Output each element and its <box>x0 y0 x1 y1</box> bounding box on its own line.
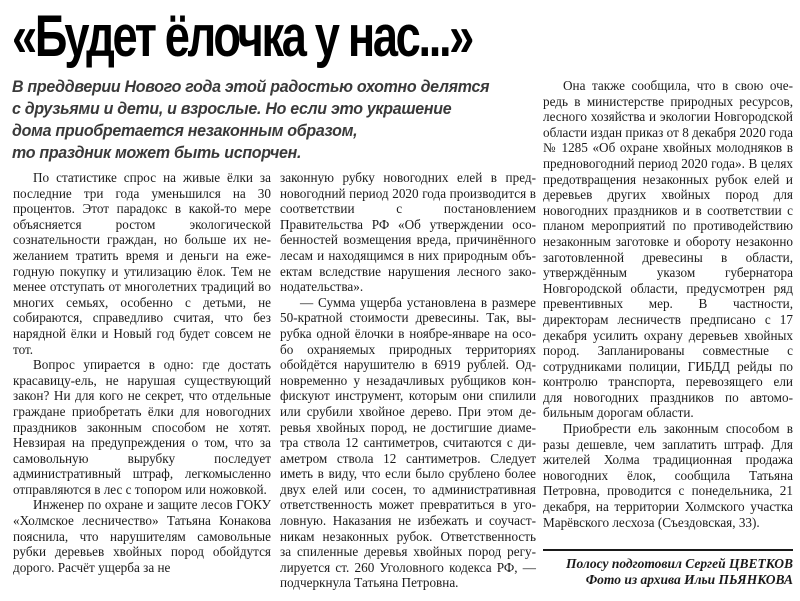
body-paragraph: Инженер по охране и защите лесов ГОКУ «Холмское лесничество» Татьяна Конакова пояснила, что нарушителям самовольные рубки деревьев хвойных пород обойдутся дорого. Расчёт ущерба за не <box>13 497 271 575</box>
column-3 <box>543 78 793 530</box>
lead-line: дома приобретается незаконным образом, <box>12 121 358 140</box>
lead-paragraph <box>12 76 532 164</box>
lead-line: то праздник может быть испорчен. <box>12 143 302 162</box>
column-1 <box>13 170 271 575</box>
body-paragraph: Она также сообщила, что в свою очередь в министерстве природных ресурсов, лесного хозяйства и экологии Новгородской области издан приказ от 8 декабря 2020 года № 1285 «Об охране хвойных молодняков в предновогодний период 2020 года». В целях предотвращения незаконных рубок елей и деревьев других хвойных пород для новогодних праздников и в соответствии с планом мероприятий по противодействию незаконным заготовке и обороту незаконно заготовленной древесины в области, утверждённым указом губернатора Новгородской области, предусмотрен ряд превентивных мер. В частности, директорам лесничеств предписано с 17 декабря усилить охрану деревьев хвойных пород. Запланированы совместные с сотрудниками полиции, ГИБДД рейды по контролю транспорта, перевозящего ели для новогодних праздников по автомобильным дорогам области. <box>543 78 793 421</box>
author-credit: Полосу подготовил Сергей ЦВЕТКОВ <box>565 556 793 571</box>
photo-credit: Фото из архива Ильи ПЬЯНКОВА <box>585 572 793 587</box>
lead-line: В преддверии Нового года этой радостью охотно делятся <box>12 77 490 96</box>
headline: «Будет ёлочка у нас...» <box>12 4 472 69</box>
body-paragraph: По статистике спрос на живые ёлки за последние три года уменьшился на 30 процентов. Этот парадокс в какой-то мере объясняется ростом экологической сознательности граждан, но больше их нежеланием тратить время и деньги на ежегодную покупку и утилизацию ёлок. Тем не менее отступать от многолетних традиций во многих семьях, особенно с детьми, не собираются, справедливо считая, что без нарядной ёлки и Новый год будет совсем не тот. <box>13 170 271 357</box>
body-paragraph: законную рубку новогодних елей в предновогодний период 2020 года производится в соответствии с постановлением Правительства РФ «Об утверждении особенностей возмещения вреда, причинённого лесам и находящимся в них природным объектам вследствие нарушения лесного законодательства». <box>280 170 536 295</box>
lead-line: с друзьями и дети, и взрослые. Но если это украшение <box>12 99 452 118</box>
body-paragraph: Вопрос упирается в одно: где достать красавицу-ель, не нарушая существующий закон? Ни для кого не секрет, что отдельные граждане приобретать ёлки для новогодних праздников законным способом не хотят. Невзирая на предупреждения о том, что за самовольную вырубку последует административный штраф, легкомысленно отправляются в лес с топором или ножовкой. <box>13 357 271 497</box>
column-2 <box>280 170 536 591</box>
credits <box>543 556 793 588</box>
body-paragraph: — Сумма ущерба установлена в размере 50-кратной стоимости древесины. Так, вырубка одной ёлочки в ноябре-январе на особо охраняемых природных территориях обойдётся нарушителю в 6919 рублей. Одновременно у незадачливых рубщиков конфискуют инструмент, которым они спилили или срубили хвойное дерево. При этом деревья хвойных пород, не достигшие диаметра ствола 12 сантиметров, считаются с диаметром ствола 12 сантиметров. Следует иметь в виду, что если было срублено более двух елей или сосен, то административная ответственность может превратиться в уголовную. Наказания не избежать и соучастникам незаконных рубок. Ответственность за спиленные деревья хвойных пород регулируется ст. 260 Уголовного кодекса РФ, — подчеркнула Татьяна Петровна. <box>280 294 536 591</box>
credits-divider <box>543 549 793 551</box>
body-paragraph: Приобрести ель законным способом в разы дешевле, чем заплатить штраф. Для жителей Холма традиционная продажа новогодних ёлок, сообщила Татьяна Петровна, проводится с понедельника, 21 декабря, на территории Холмского участка Марёвского лесхоза (Съездовская, 33). <box>543 421 793 530</box>
